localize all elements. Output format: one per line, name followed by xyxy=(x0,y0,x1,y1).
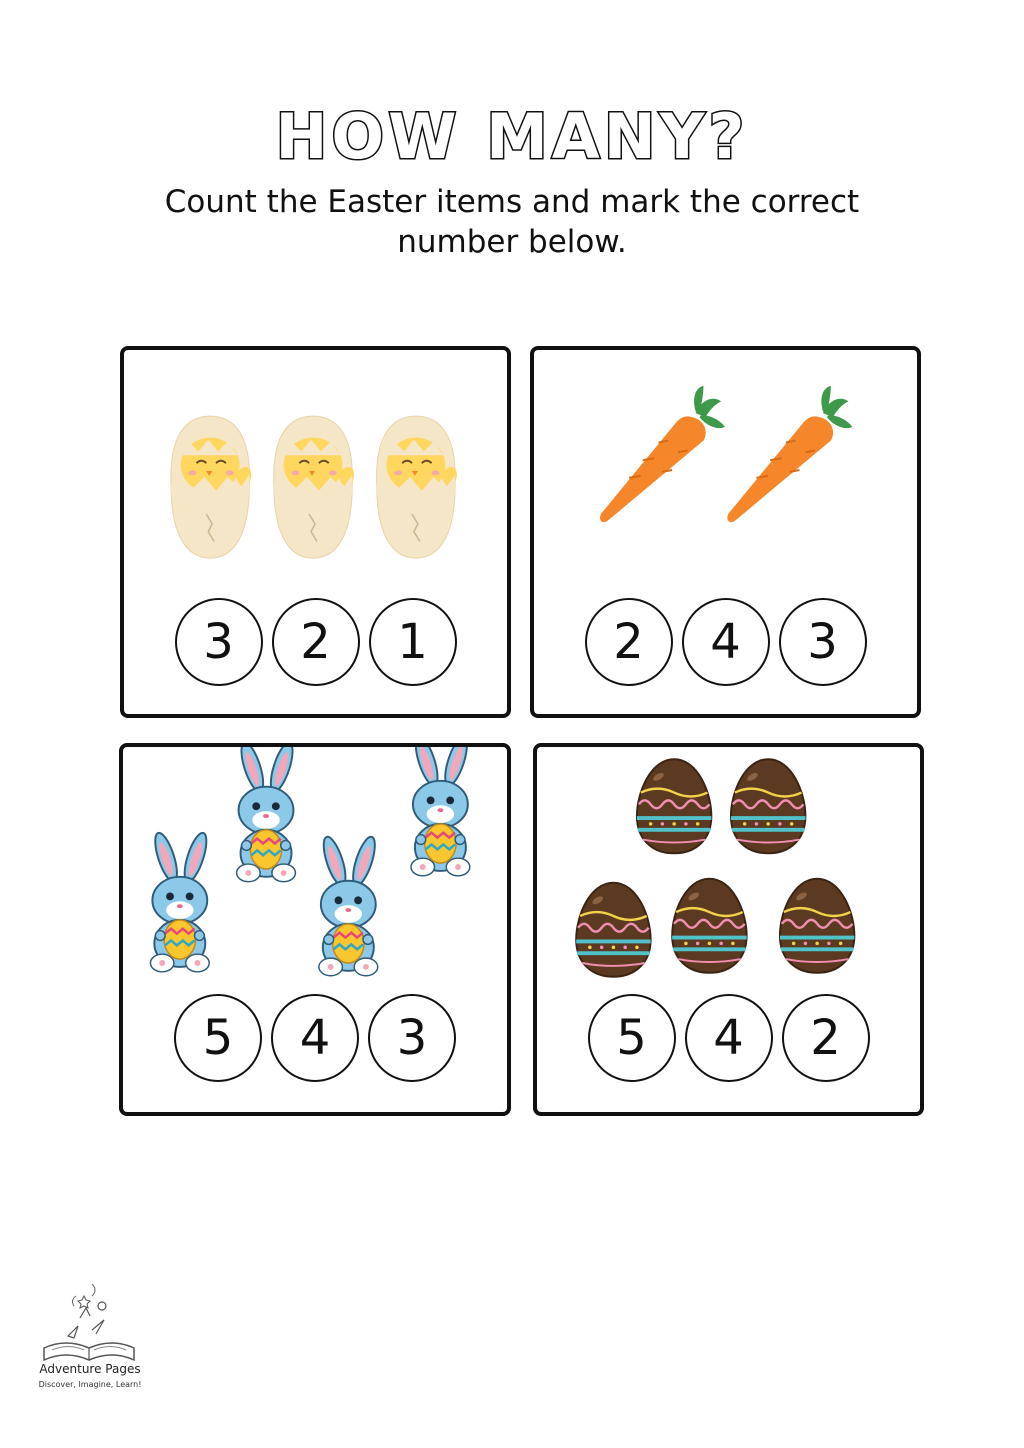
eggs-illustration xyxy=(537,747,920,987)
chocolate-egg-icon xyxy=(780,879,854,973)
answer-choice[interactable]: 2 xyxy=(782,994,870,1082)
counting-panel-bunnies xyxy=(119,743,511,1116)
answer-choice[interactable]: 1 xyxy=(369,598,457,686)
bunny-icon xyxy=(411,747,471,876)
answer-choice[interactable]: 4 xyxy=(271,994,359,1082)
bunny-icon xyxy=(319,834,379,975)
brand-name: Adventure Pages xyxy=(39,1362,141,1376)
answer-choice[interactable]: 4 xyxy=(685,994,773,1082)
chocolate-egg-icon xyxy=(576,883,650,977)
counting-panel-chicks xyxy=(120,346,511,718)
chocolate-egg-icon xyxy=(672,879,746,973)
answer-choices xyxy=(537,994,920,1082)
answer-choices xyxy=(124,598,507,686)
answer-choice[interactable]: 3 xyxy=(779,598,867,686)
chicks-illustration xyxy=(124,350,507,590)
answer-choice[interactable]: 4 xyxy=(682,598,770,686)
answer-choice[interactable]: 3 xyxy=(175,598,263,686)
open-book-logo-icon xyxy=(34,1276,144,1366)
answer-choice[interactable]: 3 xyxy=(368,994,456,1082)
brand-tagline: Discover, Imagine, Learn! xyxy=(38,1380,142,1389)
bunnies-illustration xyxy=(123,747,507,987)
chick-in-egg-icon xyxy=(274,416,354,558)
carrot-icon xyxy=(600,386,725,522)
carrots-illustration xyxy=(534,350,917,590)
worksheet-instructions: Count the Easter items and mark the correct number below. xyxy=(164,184,860,260)
chick-in-egg-icon xyxy=(171,416,251,558)
answer-choices xyxy=(534,598,917,686)
answer-choices xyxy=(123,994,507,1082)
chocolate-egg-icon xyxy=(731,759,805,853)
counting-panel-carrots xyxy=(530,346,921,718)
bunny-icon xyxy=(150,831,210,972)
answer-choice[interactable]: 5 xyxy=(174,994,262,1082)
counting-panel-eggs xyxy=(533,743,924,1116)
answer-choice[interactable]: 5 xyxy=(588,994,676,1082)
chocolate-egg-icon xyxy=(637,759,711,853)
chick-in-egg-icon xyxy=(377,416,457,558)
carrot-icon xyxy=(727,386,852,522)
bunny-icon xyxy=(237,747,297,882)
answer-choice[interactable]: 2 xyxy=(585,598,673,686)
answer-choice[interactable]: 2 xyxy=(272,598,360,686)
worksheet-title: HOW MANY? xyxy=(275,100,749,173)
